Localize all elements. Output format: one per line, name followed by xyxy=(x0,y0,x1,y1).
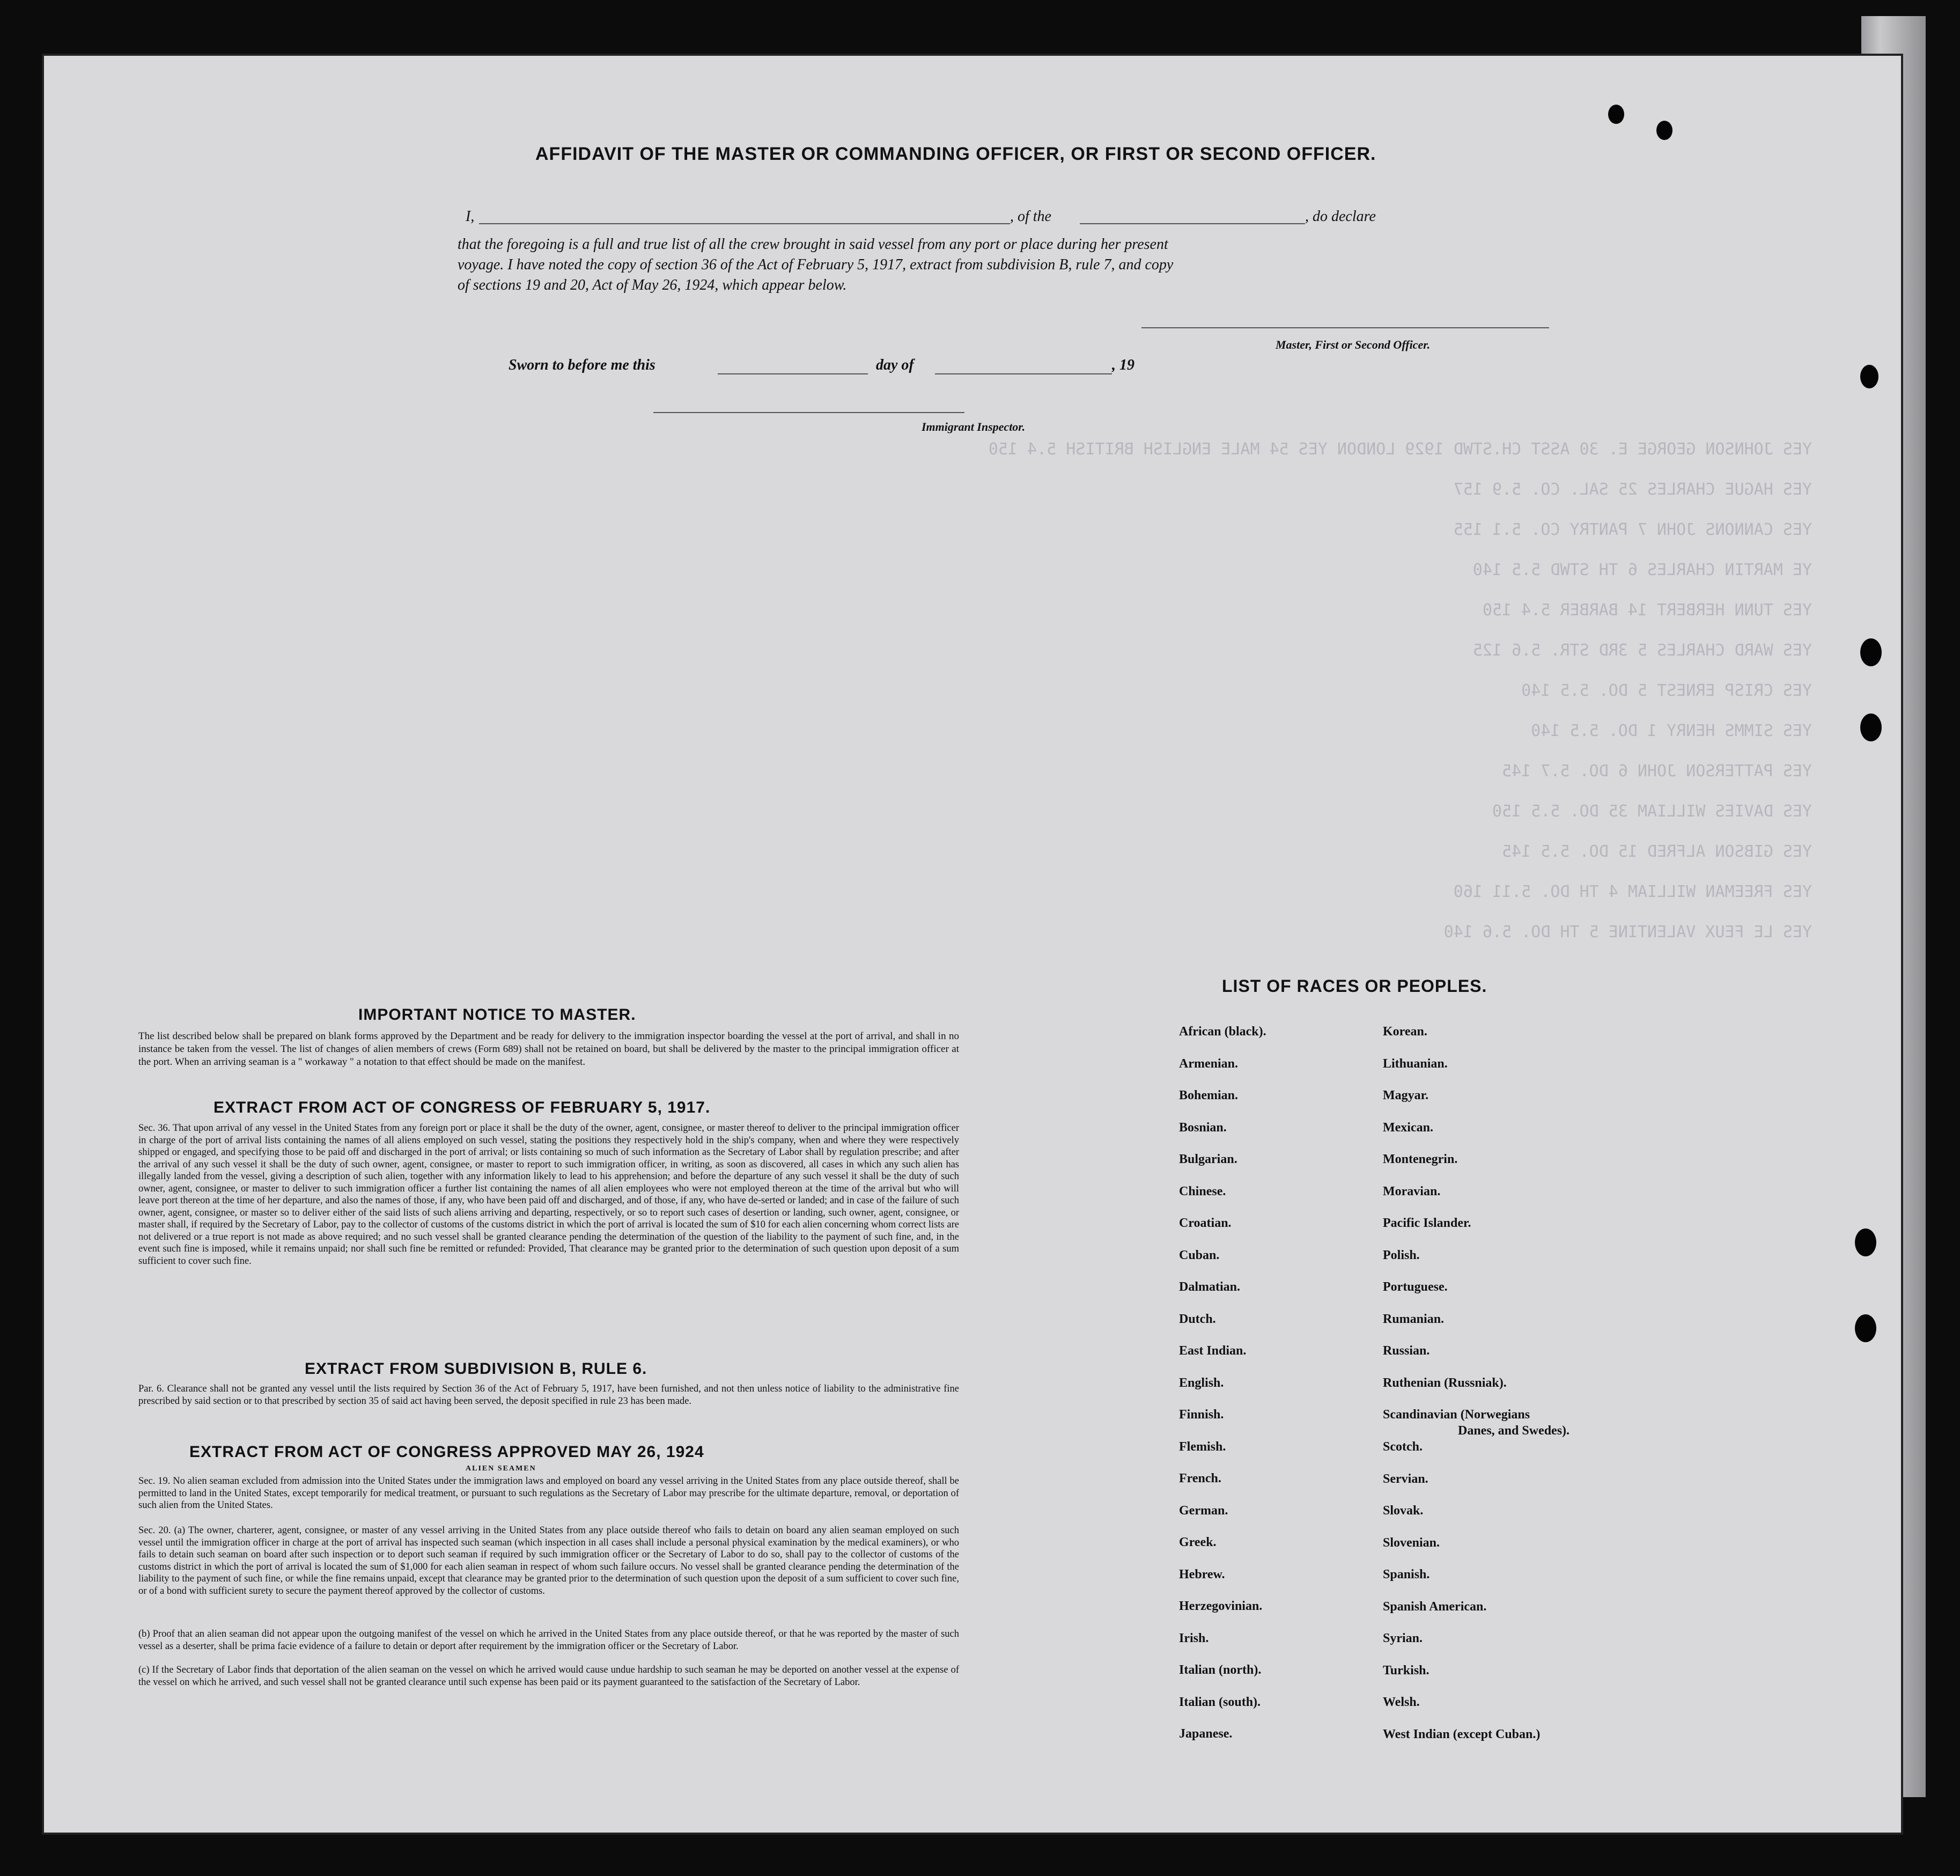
race-item: African (black). xyxy=(1179,1025,1266,1039)
signature-line xyxy=(1141,327,1549,328)
signer-caption: Master, First or Second Officer. xyxy=(1276,338,1431,351)
bleed-through-row: YES PATTERSON JOHN 6 DO. 5.7 145 xyxy=(1502,762,1812,781)
bleed-through-row: YES TUNN HERBERT 14 BARBER 5.4 150 xyxy=(1482,601,1812,620)
race-item: Lithuanian. xyxy=(1383,1056,1448,1071)
race-item: Spanish. xyxy=(1383,1568,1430,1581)
race-item: Spanish American. xyxy=(1383,1599,1487,1614)
affidavit-declare: , do declare xyxy=(1305,208,1376,225)
race-item: Dutch. xyxy=(1179,1312,1216,1326)
rule6-body: Par. 6. Clearance shall not be granted any vessel until the lists required by Section 36 of the Act of February 5, 1917, have been furnished, and not then unless notice of liability to the administrative fine prescribed by said section or to that prescribed by section 35 of said act having been served, the deposit specified in rule 23 has been made. xyxy=(138,1384,959,1407)
punch-hole xyxy=(1608,105,1624,124)
races-title: LIST OF RACES OR PEOPLES. xyxy=(1222,976,1487,996)
race-item: Japanese. xyxy=(1179,1727,1233,1741)
bleed-through-row: YES LE FEUX VALENTINE 5 TH DO. 5.6 140 xyxy=(1443,923,1812,941)
race-item: Slovak. xyxy=(1383,1504,1424,1518)
race-item: German. xyxy=(1179,1503,1228,1518)
race-item: Mexican. xyxy=(1383,1120,1433,1135)
punch-hole xyxy=(1860,713,1882,741)
race-item: Chinese. xyxy=(1179,1184,1226,1198)
race-item: Croatian. xyxy=(1179,1216,1232,1230)
extract-1917-body: Sec. 36. That upon arrival of any vessel in the United States from any foreign port or place it shall be the duty of the owner, agent, consignee, or master thereof to deliver to the principal immigration officer in charge of the port of arrival lists containing the names of all aliens employed on such vessel, stating the positions they respectively hold in the ship's company, when and where they were respectively shipped or engaged, and specifying those to be paid off and discharged in the port of arrival; or lists containing so much of such information as the Secretary of Labor shall by regulation prescribe; and after the arrival of any such vessel it shall be the duty of such owner, agent, consignee, or master to report to such immigration officer, in writing, as soon as discovered, all cases in which any such alien has illegally landed from the vessel, giving a description of such alien, together with any information likely to lead to his apprehension; and before the departure of any such vessel it shall be the duty of such owner, agent, consignee, or master to deliver to such immigration officer a further list containing the names of all alien employees who were not employed thereon at the time of the arrival but who will leave port thereon at the time of her departure, and also the names of those, if any, who have been paid off and discharged, and of those, if any, who have de-serted or landed; and in case of the failure of such owner, agent, consignee, or master so to deliver either of the said lists of such aliens arriving and departing, respectively, or so to report such cases of desertion or landing, such owner, agent, consignee, or master shall, if required by the Secretary of Labor, pay to the collector of customs of the customs district in which the port of arrival is located the sum of $10 for each alien concerning whom correct lists are not delivered or a true report is not made as above required; and no such vessel shall be granted clearance pending the determination of the question of the liability to the payment of such fine, and, in the event such fine is imposed, while it remains unpaid; nor shall such fine be remitted or refunded: Provided, That clearance may be granted prior to the determination of such question upon deposit of a sum sufficient to cover such fine. xyxy=(138,1123,959,1267)
race-item: Syrian. xyxy=(1383,1631,1423,1645)
race-item: Servian. xyxy=(1383,1472,1428,1486)
race-item: Portuguese. xyxy=(1383,1280,1448,1294)
rule6-title: EXTRACT FROM SUBDIVISION B, RULE 6. xyxy=(305,1360,647,1378)
punch-hole xyxy=(1860,365,1878,388)
race-item: Greek. xyxy=(1179,1535,1217,1549)
sec20a-body: Sec. 20. (a) The owner, charterer, agent, consignee, or master of any vessel arriving in the United States from any place outside thereof who fails to detain on board any alien seaman employed on such vessel until the immigration officer in charge at the port of arrival has inspected such seaman (which inspection in all cases shall include a personal physical examination by the medical examiners), or who fails to detain such seaman on board after such inspection or to deport such seaman if required by such immigration officer or the Secretary of Labor to do so, shall pay to the collector of customs of the customs district in which the port of arrival is located the sum of $1,000 for each alien seaman in respect of whom such failure occurs. No vessel shall be granted clearance pending the determination of the liability to the payment of such fine, or while the fine remains unpaid, except that clearance may be granted prior to the determination of such question upon the deposit of a sum sufficient to cover such fine, or of a bond with sufficient surety to secure the payment thereof approved by the collector of customs. xyxy=(138,1525,959,1597)
name-blank xyxy=(479,223,1010,224)
race-item: Italian (south). xyxy=(1179,1695,1261,1709)
race-item: Dalmatian. xyxy=(1179,1280,1240,1294)
extract-1924-title: EXTRACT FROM ACT OF CONGRESS APPROVED MAY 26, 1924 xyxy=(189,1443,704,1461)
punch-hole xyxy=(1855,1228,1876,1256)
bleed-through-row: YES CANNONS JOHN 7 PANTRY CO. 5.1 155 xyxy=(1453,520,1812,539)
race-item: Slovenian. xyxy=(1383,1535,1440,1550)
race-item: Polish. xyxy=(1383,1248,1420,1262)
extract-1917-title: EXTRACT FROM ACT OF CONGRESS OF FEBRUARY 5, 1917. xyxy=(213,1099,711,1116)
race-item: Moravian. xyxy=(1383,1184,1441,1198)
race-item: Finnish. xyxy=(1179,1408,1224,1422)
race-item: Pacific Islander. xyxy=(1383,1216,1471,1230)
sec19-body: Sec. 19. No alien seaman excluded from admission into the United States under the immigration laws and employed on board any vessel arriving in the United States from any place outside thereof, shall be permitted to land in the United States, except temporarily for medical treatment, or pursuant to such regulations as the Secretary of Labor may prescribe for the ultimate departure, removal, or deportation of such alien from the United States. xyxy=(138,1476,959,1511)
race-item: Turkish. xyxy=(1383,1663,1430,1678)
race-item: Scandinavian (Norwegians xyxy=(1383,1408,1530,1422)
notice-title: IMPORTANT NOTICE TO MASTER. xyxy=(358,1006,636,1024)
sworn-month-blank xyxy=(935,373,1112,374)
affidavit-title: AFFIDAVIT OF THE MASTER OR COMMANDING OFFICER, OR FIRST OR SECOND OFFICER. xyxy=(535,144,1376,164)
sec20c-body: (c) If the Secretary of Labor finds that deportation of the alien seaman on the vessel on which he arrived would cause undue hardship to such seaman he may be deported on another vessel at the expense of the vessel on which he arrived, and such vessel shall not be granted clearance until such expense has been paid or its payment guaranteed to the satisfaction of the Secretary of Labor. xyxy=(138,1665,959,1688)
vessel-blank xyxy=(1080,223,1305,224)
bleed-through-row: YES CRISP ERNEST 5 DO. 5.5 140 xyxy=(1521,681,1812,700)
race-item: Scotch. xyxy=(1383,1440,1423,1454)
bleed-through-row: YES JOHNSON GEORGE E. 30 ASST CH.STWD 1929 LONDON YES 54 MALE ENGLISH BRITISH 5.4 150 xyxy=(988,440,1812,459)
race-item: Ruthenian (Russniak). xyxy=(1383,1375,1507,1390)
race-item: Montenegrin. xyxy=(1383,1152,1458,1166)
bleed-through-row: YES WARD CHARLES 5 3RD STR. 5.6 125 xyxy=(1472,641,1812,660)
race-item: English. xyxy=(1179,1375,1224,1390)
race-item: Rumanian. xyxy=(1383,1312,1445,1326)
notice-body: The list described below shall be prepared on blank forms approved by the Department and be ready for delivery to the immigration inspector boarding the vessel at the port of arrival, and shall in no instance be taken from the vessel. The list of changes of alien members of crews (Form 689) shall not be retained on board, but shall be delivered by the master to the principal immigration officer at the port. When an arriving seaman is a " workaway " a notation to that effect should be made on the manifest. xyxy=(138,1031,959,1068)
affidavit-i: I, xyxy=(466,208,475,225)
affidavit-line-3: voyage. I have noted the copy of section 36 of the Act of February 5, 1917, extract from subdivision B, rule 7, and copy xyxy=(458,256,1174,273)
race-item: Bohemian. xyxy=(1179,1088,1239,1102)
sworn-day-blank xyxy=(718,373,868,374)
affidavit-line-4: of sections 19 and 20, Act of May 26, 1924, which appear below. xyxy=(458,277,847,293)
year-text: , 19 xyxy=(1112,357,1134,373)
race-item: Korean. xyxy=(1383,1025,1427,1039)
race-item: Hebrew. xyxy=(1179,1567,1225,1581)
bleed-through-row: YES SIMMS HENRY 1 DO. 5.5 140 xyxy=(1531,722,1812,740)
race-item: Welsh. xyxy=(1383,1695,1420,1709)
race-item: Irish. xyxy=(1179,1631,1209,1645)
race-item: Bosnian. xyxy=(1179,1120,1227,1135)
race-item: East Indian. xyxy=(1179,1344,1247,1358)
race-item: Armenian. xyxy=(1179,1056,1238,1071)
bleed-through-row: YES HAGUE CHARLES 25 SAL. CO. 5.9 157 xyxy=(1453,480,1812,499)
race-item: Flemish. xyxy=(1179,1439,1226,1454)
sec20b-body: (b) Proof that an alien seaman did not appear upon the outgoing manifest of the vessel on which he arrived in the United States from any place outside thereof, or that he was reported by the master of such vessel as a deserter, shall be prima facie evidence of a failure to detain or deport after requirement by the immigration officer or the Secretary of Labor. xyxy=(138,1629,959,1652)
race-item: Italian (north). xyxy=(1179,1663,1262,1677)
punch-hole xyxy=(1855,1314,1876,1342)
bleed-through-row: YE MARTIN CHARLES 6 TH STWD 5.5 140 xyxy=(1472,561,1812,579)
sworn-text: Sworn to before me this xyxy=(509,357,655,373)
inspector-signature-line xyxy=(653,412,964,413)
race-item: Danes, and Swedes). xyxy=(1458,1424,1570,1438)
inspector-caption: Immigrant Inspector. xyxy=(922,420,1026,433)
affidavit-of-the: , of the xyxy=(1010,208,1051,225)
race-item: Herzegovinian. xyxy=(1179,1599,1263,1613)
day-of-text: day of xyxy=(876,357,914,373)
manifest-page xyxy=(42,54,1903,1835)
bleed-through-row: YES DAVIES WILLIAM 35 DO. 5.5 150 xyxy=(1492,802,1812,821)
alien-seamen-subtitle: ALIEN SEAMEN xyxy=(466,1465,536,1473)
punch-hole xyxy=(1860,638,1882,666)
race-item: Magyar. xyxy=(1383,1088,1429,1102)
race-item: Bulgarian. xyxy=(1179,1152,1237,1166)
bleed-through-row: YES FREEMAN WILLIAM 4 TH DO. 5.11 160 xyxy=(1453,882,1812,901)
bleed-through-row: YES GIBSON ALFRED 15 DO. 5.5 145 xyxy=(1502,842,1812,861)
race-item: Russian. xyxy=(1383,1344,1430,1358)
race-item: West Indian (except Cuban.) xyxy=(1383,1727,1541,1741)
affidavit-line-2: that the foregoing is a full and true list of all the crew brought in said vessel from any port or place during her present xyxy=(458,236,1168,253)
race-item: Cuban. xyxy=(1179,1248,1220,1262)
race-item: French. xyxy=(1179,1472,1221,1485)
punch-hole xyxy=(1656,121,1672,140)
